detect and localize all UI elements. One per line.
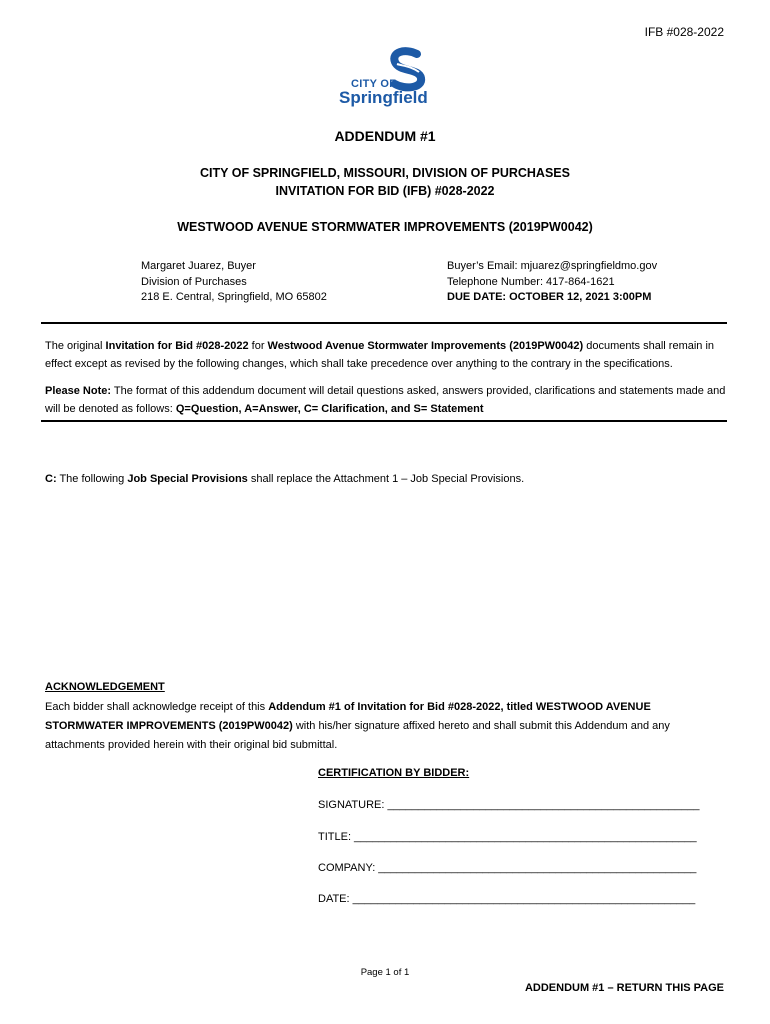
page-number: Page 1 of 1 — [360, 967, 410, 978]
note-codes: Q=Question, A=Answer, C= Clarification, and S= Statement — [175, 403, 484, 415]
org-title — [0, 164, 770, 200]
buyer-email-line — [447, 259, 657, 275]
intro-project: Westwood Avenue Stormwater Improvements (2019PW0042) — [267, 340, 584, 352]
logo-city-of: CITY OF — [351, 78, 397, 90]
clarification-text-1: The following — [56, 473, 128, 485]
intro-text-3: documents shall remain in effect except as revised by the following changes, which shall take precedence over anything to the contrary in the specifications. — [45, 340, 715, 370]
divider-bottom — [41, 420, 727, 422]
project-title: WESTWOOD AVENUE STORMWATER IMPROVEMENTS (2019PW0042) — [177, 220, 593, 234]
ifb-reference: IFB #028-2022 — [644, 25, 724, 39]
intro-text-1: The original — [45, 340, 106, 352]
intro-paragraph — [45, 337, 727, 373]
acknowledgement-heading: ACKNOWLEDGEMENT — [45, 681, 165, 693]
return-page-note: ADDENDUM #1 – RETURN THIS PAGE — [524, 982, 724, 994]
title-field[interactable]: TITLE: ________________________________________________________ — [318, 831, 697, 843]
buyer-email[interactable]: mjuarez@springfieldmo.gov — [520, 260, 658, 272]
note-paragraph — [45, 382, 727, 418]
clarification-label: C: — [45, 473, 57, 485]
company-field[interactable]: COMPANY: ____________________________________________________ — [318, 862, 697, 874]
date-field[interactable]: DATE: ________________________________________________________ — [318, 893, 696, 905]
signature-field[interactable]: SIGNATURE: ___________________________________________________ — [318, 799, 700, 811]
note-text: The format of this addendum document will detail questions asked, answers provided, clarifications and statements made and will be denoted as follows: — [45, 385, 726, 415]
ack-addendum-title: Addendum #1 of Invitation for Bid #028-2022, titled WESTWOOD AVENUE STORMWATER IMPROVEMENTS (2019PW0042) — [45, 701, 651, 732]
intro-ifb: Invitation for Bid #028-2022 — [105, 340, 249, 352]
buyer-contact-details — [447, 259, 657, 306]
acknowledgement-body — [45, 698, 727, 755]
intro-text-2: for — [248, 340, 268, 352]
buyer-email-label: Buyer’s Email: — [447, 260, 518, 272]
buyer-phone: Telephone Number: 417-864-1621 — [447, 275, 615, 288]
buyer-contact — [141, 259, 327, 306]
clarification-provisions: Job Special Provisions — [127, 473, 248, 485]
certification-heading: CERTIFICATION BY BIDDER: — [318, 767, 470, 779]
note-label: Please Note: — [45, 385, 112, 397]
ifb-line: INVITATION FOR BID (IFB) #028-2022 — [275, 184, 495, 198]
clarification-item — [45, 473, 524, 485]
city-logo — [339, 46, 433, 110]
due-date: DUE DATE: OCTOBER 12, 2021 3:00PM — [447, 291, 652, 303]
ack-text-2: with his/her signature affixed hereto and shall submit this Addendum and any attachments provided herein with their original bid submittal. — [45, 720, 670, 751]
logo-springfield: Springfield — [339, 88, 428, 107]
addendum-title: ADDENDUM #1 — [334, 128, 436, 144]
org-line: CITY OF SPRINGFIELD, MISSOURI, DIVISION OF PURCHASES — [200, 166, 570, 180]
buyer-name: Margaret Juarez, Buyer — [141, 260, 256, 272]
buyer-address: 218 E. Central, Springfield, MO 65802 — [141, 291, 327, 303]
divider-top — [41, 322, 727, 324]
buyer-division: Division of Purchases — [141, 275, 247, 288]
ack-text-1: Each bidder shall acknowledge receipt of this — [45, 701, 269, 713]
clarification-text-2: shall replace the Attachment 1 – Job Special Provisions. — [247, 473, 525, 485]
